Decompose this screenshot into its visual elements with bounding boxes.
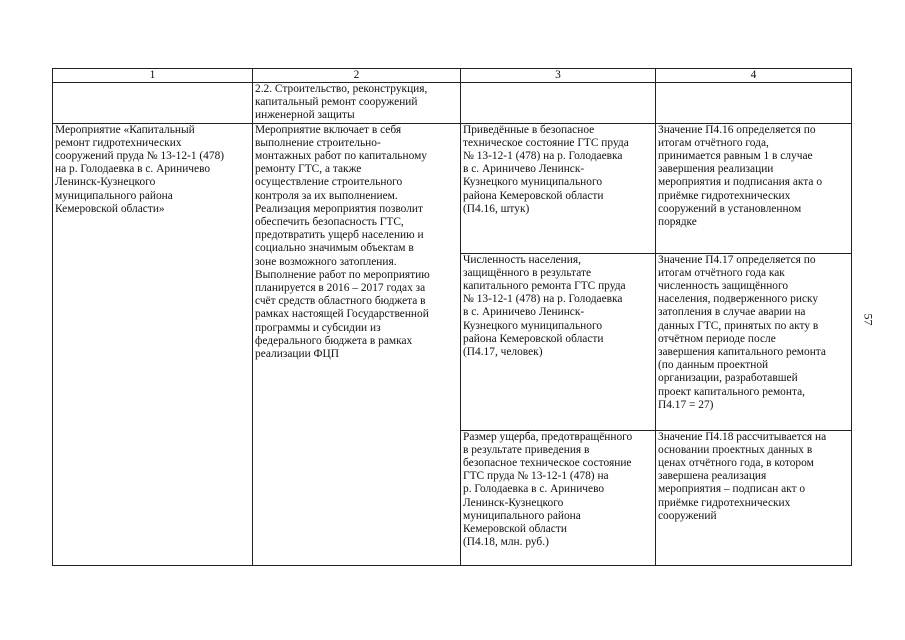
empty-cell: [461, 83, 656, 124]
empty-cell: [53, 83, 253, 124]
indicator-cell: Численность населения, защищённого в результате капитального ремонта ГТС пруда № 13-12-1 (478) на р. Голодаевка в с. Ариничево Ленинск- Кузнецкого муниципального района Кемеровской области (П4.17, человек): [461, 253, 656, 430]
document-table: [52, 68, 852, 566]
empty-cell: [656, 83, 852, 124]
method-cell: Значение П4.17 определяется по итогам отчётного года как численность защищённого населения, подверженного риску затопления в случае аварии на данных ГТС, принятых по акту в отчётном периоде после завершения капитального ремонта (по данным проектной организации, разработавшей проект капитального ремонта, П4.17 = 27): [656, 253, 852, 430]
section-label: 2.2. Строительство, реконструкция, капитальный ремонт сооружений инженерной защиты: [253, 83, 461, 124]
table-row: [53, 123, 852, 253]
method-cell: Значение П4.16 определяется по итогам отчётного года, принимается равным 1 в случае завершения реализации мероприятия и подписания акта о приёмке гидротехнических сооружений в установленном порядке: [656, 123, 852, 253]
description-cell: Мероприятие включает в себя выполнение строительно- монтажных работ по капитальному ремонту ГТС, а также осуществление строительного контроля за их выполнением. Реализация мероприятия позволит обеспечить безопасность ГТС, предотвратить ущерб населению и социально значимым объектам в зоне возможного затопления. Выполнение работ по мероприятию планируется в 2016 – 2017 годах за счёт средств областного бюджета в рамках настоящей Государственной программы и субсидии из федерального бюджета в рамках реализации ФЦП: [253, 123, 461, 565]
indicator-cell: Размер ущерба, предотвращённого в результате приведения в безопасное техническое состояние ГТС пруда № 13-12-1 (478) на р. Голодаевка в с. Ариничево Ленинск-Кузнецкого муниципального района Кемеровской области (П4.18, млн. руб.): [461, 430, 656, 565]
measure-cell: Мероприятие «Капитальный ремонт гидротехнических сооружений пруда № 13-12-1 (478) на р. Голодаевка в с. Ариничево Ленинск-Кузнецкого муниципального района Кемеровской области»: [53, 123, 253, 565]
header-cell: 4: [656, 69, 852, 83]
indicator-cell: Приведённые в безопасное техническое состояние ГТС пруда № 13-12-1 (478) на р. Голодаевка в с. Ариничево Ленинск- Кузнецкого муниципального района Кемеровской области (П4.16, штук): [461, 123, 656, 253]
header-row: [53, 69, 852, 83]
page-number: 57: [861, 313, 876, 326]
method-cell: Значение П4.18 рассчитывается на основании проектных данных в ценах отчётного года, в котором завершена реализация мероприятия – подписан акт о приёмке гидротехнических сооружений: [656, 430, 852, 565]
header-cell: 3: [461, 69, 656, 83]
header-cell: 2: [253, 69, 461, 83]
header-cell: 1: [53, 69, 253, 83]
section-row: [53, 83, 852, 124]
